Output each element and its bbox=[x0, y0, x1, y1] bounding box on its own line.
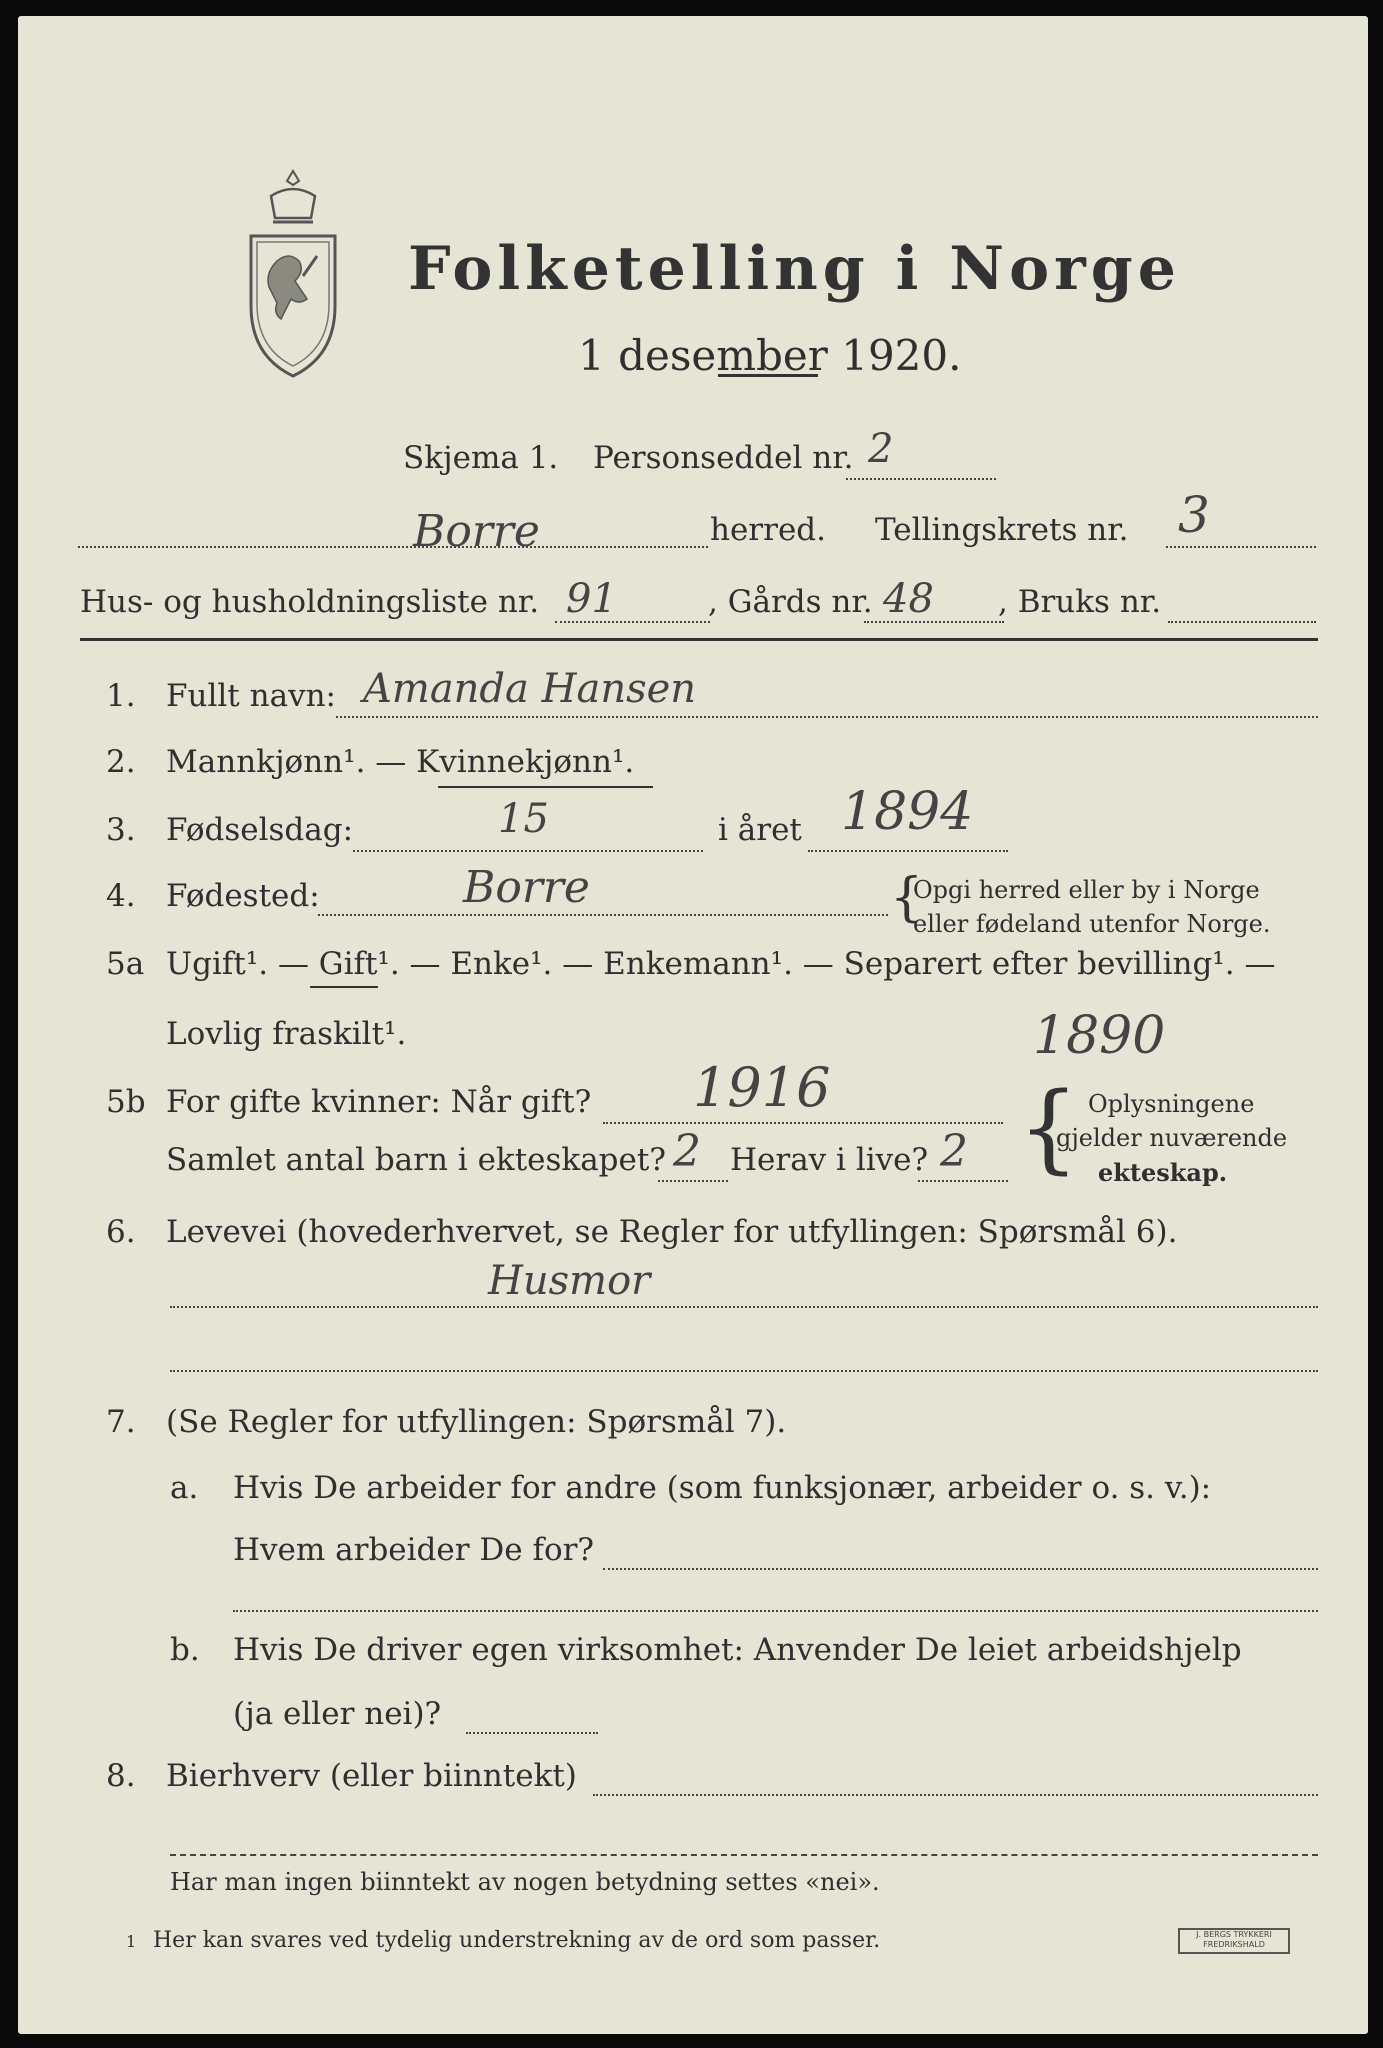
q2-number: 2. bbox=[106, 744, 136, 780]
q7-number: 7. bbox=[106, 1404, 136, 1440]
q7a-label2: Hvem arbeider De for? bbox=[233, 1532, 595, 1568]
q7b-label2: (ja eller nei)? bbox=[233, 1696, 442, 1732]
hus-value: 91 bbox=[566, 576, 617, 622]
children-value: 2 bbox=[673, 1126, 701, 1177]
q5a-number: 5a bbox=[106, 946, 145, 982]
stamp-line2: FREDRIKSHALD bbox=[1203, 1940, 1265, 1949]
skjema-label: Skjema 1. bbox=[403, 440, 559, 476]
q4-label: Fødested: bbox=[166, 878, 320, 914]
q6-number: 6. bbox=[106, 1214, 136, 1250]
q7a-label: Hvis De arbeider for andre (som funksjonær, arbeider o. s. v.): bbox=[233, 1470, 1212, 1506]
footnote-text: Her kan svares ved tydelig understrekning av de ord som passer. bbox=[153, 1928, 881, 1953]
q5b-label3: Herav i live? bbox=[730, 1142, 929, 1178]
bruks-label: , Bruks nr. bbox=[998, 584, 1162, 620]
personseddel-label: Personseddel nr. bbox=[593, 440, 854, 476]
gards-value: 48 bbox=[883, 576, 934, 622]
employer-line-2[interactable] bbox=[233, 1610, 1318, 1612]
married-year-line[interactable] bbox=[603, 1122, 1003, 1124]
year-label: i året bbox=[718, 812, 802, 848]
q7b-label: Hvis De driver egen virksomhet: Anvender De leiet arbeidshjelp bbox=[233, 1632, 1242, 1668]
hus-label: Hus- og husholdningsliste nr. bbox=[80, 584, 540, 620]
children-line[interactable] bbox=[658, 1180, 728, 1182]
side-income-line-2[interactable] bbox=[170, 1854, 1318, 1856]
form-title: Folketelling i Norge bbox=[408, 234, 1181, 304]
full-name-line[interactable] bbox=[336, 716, 1318, 718]
occupation-line-2[interactable] bbox=[170, 1370, 1318, 1372]
birthplace-note-line2: eller fødeland utenfor Norge. bbox=[913, 910, 1271, 938]
header-rule bbox=[80, 638, 1318, 641]
footnote-mark: 1 bbox=[126, 1932, 137, 1951]
kvinnekjonn-underline bbox=[438, 786, 653, 788]
q5a-label2: Lovlig fraskilt¹. bbox=[166, 1016, 407, 1052]
printer-stamp bbox=[1178, 1928, 1290, 1954]
q4-number: 4. bbox=[106, 878, 136, 914]
birthday-line[interactable] bbox=[353, 850, 703, 852]
tellingskrets-value: 3 bbox=[1178, 486, 1210, 544]
stamp-line1: J. BERGS TRYKKERI bbox=[1196, 1930, 1272, 1939]
marriage-note-line3: ekteskap. bbox=[1098, 1158, 1228, 1187]
birthplace-value: Borre bbox=[463, 862, 590, 913]
personseddel-value: 2 bbox=[868, 426, 894, 472]
herred-label: herred. bbox=[710, 512, 826, 548]
married-year-value: 1916 bbox=[693, 1056, 831, 1119]
occupation-line[interactable] bbox=[170, 1306, 1318, 1308]
alive-line[interactable] bbox=[918, 1180, 1008, 1182]
hired-help-line[interactable] bbox=[466, 1732, 598, 1734]
q7-label: (Se Regler for utfyllingen: Spørsmål 7). bbox=[166, 1404, 787, 1440]
q5b-label2: Samlet antal barn i ekteskapet? bbox=[166, 1142, 666, 1178]
marriage-note-line2: gjelder nuværende bbox=[1056, 1124, 1288, 1152]
herred-value: Borre bbox=[413, 506, 540, 557]
census-date: 1 desember 1920. bbox=[578, 331, 962, 380]
coat-of-arms-icon bbox=[243, 166, 343, 381]
full-name-value: Amanda Hansen bbox=[363, 666, 697, 712]
q5b-label: For gifte kvinner: Når gift? bbox=[166, 1084, 592, 1120]
q3-number: 3. bbox=[106, 812, 136, 848]
birthplace-line[interactable] bbox=[318, 914, 888, 916]
tellingskrets-label: Tellingskrets nr. bbox=[875, 512, 1129, 548]
q3-label: Fødselsdag: bbox=[166, 812, 354, 848]
q7b-letter: b. bbox=[170, 1632, 200, 1668]
q8-note: Har man ingen biinntekt av nogen betydning settes «nei». bbox=[170, 1868, 880, 1896]
tellingskrets-line[interactable] bbox=[1166, 546, 1316, 548]
gards-label: , Gårds nr. bbox=[708, 584, 873, 620]
brace-birthplace: { bbox=[890, 868, 924, 928]
birth-year-value: 1894 bbox=[841, 782, 974, 842]
birthplace-note-line1: Opgi herred eller by i Norge bbox=[913, 876, 1260, 904]
q1-number: 1. bbox=[106, 678, 136, 714]
q8-number: 8. bbox=[106, 1758, 136, 1794]
census-form bbox=[18, 16, 1368, 2034]
marriage-note-line1: Oplysningene bbox=[1088, 1090, 1255, 1118]
personseddel-line[interactable] bbox=[846, 478, 996, 480]
q5b-number: 5b bbox=[106, 1084, 146, 1120]
title-underline bbox=[718, 374, 818, 377]
side-income-line[interactable] bbox=[593, 1794, 1318, 1796]
q2-label: Mannkjønn¹. — Kvinnekjønn¹. bbox=[166, 744, 635, 780]
herred-line[interactable] bbox=[78, 546, 708, 548]
occupation-value: Husmor bbox=[488, 1258, 651, 1304]
q8-label: Bierhverv (eller biinntekt) bbox=[166, 1758, 577, 1794]
birth-year-line[interactable] bbox=[808, 850, 1008, 852]
gift-underline bbox=[310, 986, 378, 988]
employer-line[interactable] bbox=[603, 1568, 1318, 1570]
q6-label: Levevei (hovederhvervet, se Regler for utfyllingen: Spørsmål 6). bbox=[166, 1214, 1178, 1250]
bruks-line[interactable] bbox=[1168, 621, 1316, 623]
q5a-extra-value: 1890 bbox=[1033, 1006, 1166, 1066]
brace-marriage: { bbox=[1018, 1072, 1080, 1184]
q5a-label: Ugift¹. — Gift¹. — Enke¹. — Enkemann¹. — Separert efter bevilling¹. — bbox=[166, 946, 1276, 982]
q1-label: Fullt navn: bbox=[166, 678, 336, 714]
birthday-value: 15 bbox=[498, 796, 549, 842]
alive-value: 2 bbox=[940, 1126, 968, 1177]
q7a-letter: a. bbox=[170, 1470, 199, 1506]
